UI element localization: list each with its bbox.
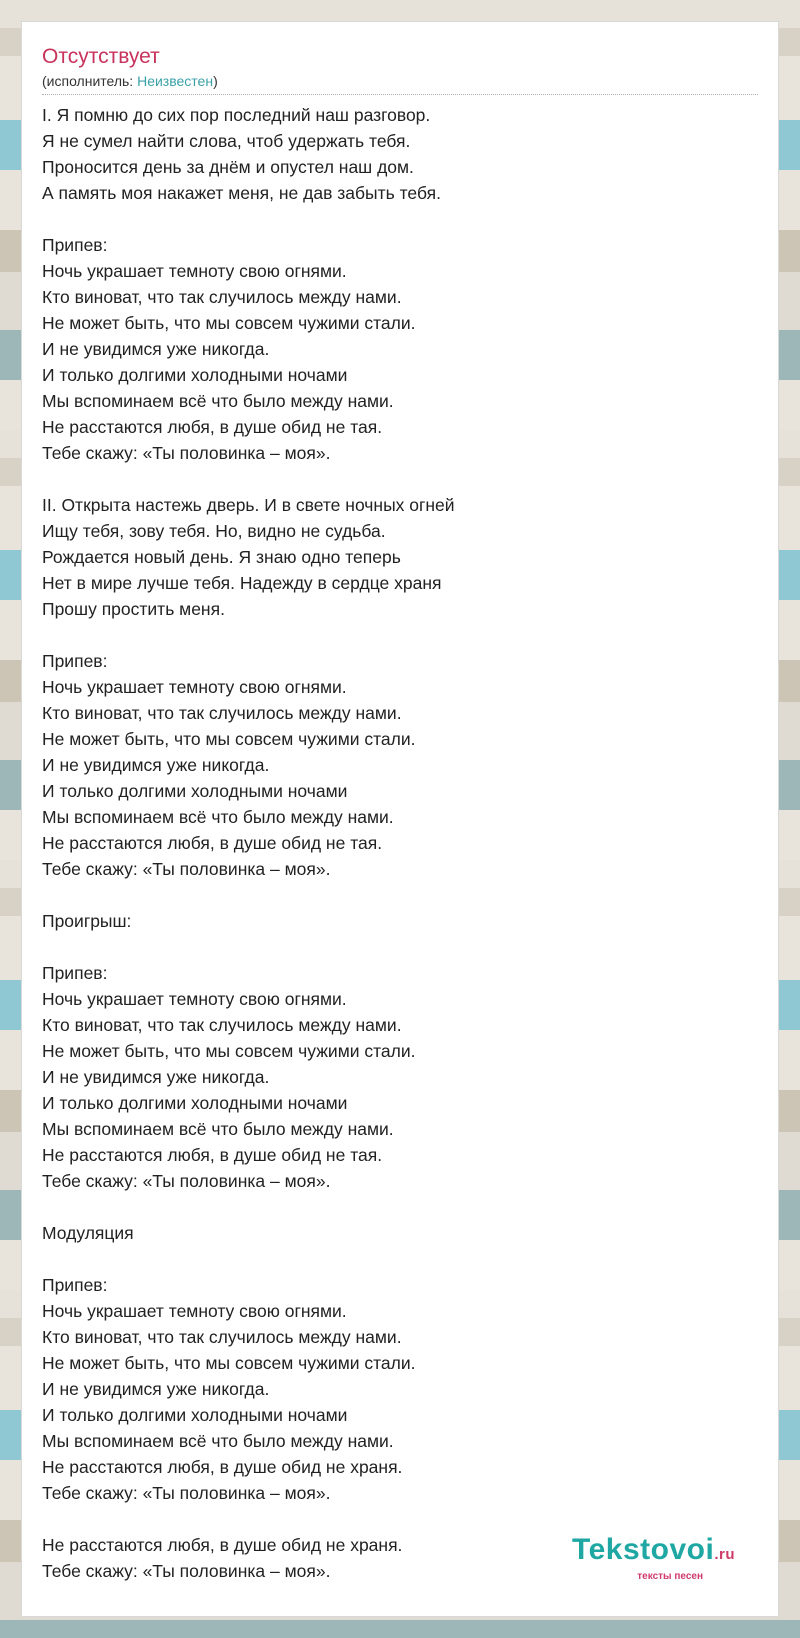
site-logo[interactable] — [572, 1534, 735, 1582]
lyrics-line: Не может быть, что мы совсем чужими стали. — [42, 1353, 416, 1373]
lyrics-line: Тебе скажу: «Ты половинка – моя». — [42, 443, 331, 463]
lyrics-line: Прошу простить меня. — [42, 599, 225, 619]
lyrics-line: Не может быть, что мы совсем чужими стали. — [42, 729, 416, 749]
lyrics-line: Мы вспоминаем всё что было между нами. — [42, 1119, 394, 1139]
lyrics-line: II. Открыта настежь дверь. И в свете ночных огней — [42, 495, 455, 515]
artist-line — [42, 72, 218, 90]
lyrics-line: Припев: — [42, 963, 108, 983]
lyrics-line: Припев: — [42, 1275, 108, 1295]
lyrics-blank-line — [42, 622, 762, 648]
lyrics-line: Мы вспоминаем всё что было между нами. — [42, 807, 394, 827]
lyrics-line: Не может быть, что мы совсем чужими стали. — [42, 313, 416, 333]
artist-prefix: (исполнитель: — [42, 73, 138, 89]
lyrics-line: И только долгими холодными ночами — [42, 365, 348, 385]
lyrics-line: А память моя накажет меня, не дав забыть тебя. — [42, 183, 441, 203]
lyrics-line: Не расстаются любя, в душе обид не храня. — [42, 1535, 403, 1555]
lyrics-line: Не может быть, что мы совсем чужими стали. — [42, 1041, 416, 1061]
lyrics-blank-line — [42, 1246, 762, 1272]
lyrics-line: Мы вспоминаем всё что было между нами. — [42, 1431, 394, 1451]
lyrics-line: И не увидимся уже никогда. — [42, 1067, 270, 1087]
lyrics-line: Кто виноват, что так случилось между нами. — [42, 1015, 402, 1035]
lyrics-line: Не расстаются любя, в душе обид не тая. — [42, 417, 383, 437]
lyrics-line: Ночь украшает темноту свою огнями. — [42, 677, 347, 697]
logo-name: Tekstovoi — [572, 1533, 715, 1566]
lyrics-line: Нет в мире лучше тебя. Надежду в сердце храня — [42, 573, 442, 593]
lyrics-line: Тебе скажу: «Ты половинка – моя». — [42, 1561, 331, 1581]
lyrics-line: Ищу тебя, зову тебя. Но, видно не судьба. — [42, 521, 386, 541]
lyrics-line: Тебе скажу: «Ты половинка – моя». — [42, 1171, 331, 1191]
lyrics-line: Проигрыш: — [42, 911, 132, 931]
artist-link[interactable]: Неизвестен — [137, 73, 214, 89]
artist-suffix: ) — [213, 73, 218, 89]
lyrics-blank-line — [42, 1194, 762, 1220]
lyrics-line: Мы вспоминаем всё что было между нами. — [42, 391, 394, 411]
lyrics-line: Тебе скажу: «Ты половинка – моя». — [42, 859, 331, 879]
lyrics-line: Я не сумел найти слова, чтоб удержать тебя. — [42, 131, 411, 151]
lyrics-blank-line — [42, 1506, 762, 1532]
lyrics-blank-line — [42, 882, 762, 908]
lyrics-line: Модуляция — [42, 1223, 134, 1243]
lyrics-line: Не расстаются любя, в душе обид не тая. — [42, 1145, 383, 1165]
lyrics-line: Ночь украшает темноту свою огнями. — [42, 989, 347, 1009]
lyrics-line: I. Я помню до сих пор последний наш разговор. — [42, 105, 431, 125]
lyrics-line: Не расстаются любя, в душе обид не тая. — [42, 833, 383, 853]
lyrics-body — [42, 102, 762, 1584]
lyrics-line: Ночь украшает темноту свою огнями. — [42, 1301, 347, 1321]
lyrics-line: И только долгими холодными ночами — [42, 781, 348, 801]
logo-tagline: тексты песен — [637, 1571, 703, 1582]
lyrics-line: Кто виноват, что так случилось между нами. — [42, 287, 402, 307]
lyrics-line: Тебе скажу: «Ты половинка – моя». — [42, 1483, 331, 1503]
lyrics-line: Припев: — [42, 235, 108, 255]
logo-tld: .ru — [714, 1546, 735, 1563]
song-title: Отсутствует — [42, 45, 160, 68]
lyrics-card — [21, 21, 779, 1617]
lyrics-line: И не увидимся уже никогда. — [42, 1379, 270, 1399]
lyrics-line: И только долгими холодными ночами — [42, 1405, 348, 1425]
lyrics-line: Кто виноват, что так случилось между нами. — [42, 1327, 402, 1347]
title-divider — [42, 94, 758, 95]
lyrics-line: И не увидимся уже никогда. — [42, 755, 270, 775]
lyrics-line: Кто виноват, что так случилось между нами. — [42, 703, 402, 723]
lyrics-line: Рождается новый день. Я знаю одно теперь — [42, 547, 401, 567]
lyrics-line: И не увидимся уже никогда. — [42, 339, 270, 359]
lyrics-line: И только долгими холодными ночами — [42, 1093, 348, 1113]
lyrics-line: Ночь украшает темноту свою огнями. — [42, 261, 347, 281]
lyrics-blank-line — [42, 934, 762, 960]
lyrics-line: Не расстаются любя, в душе обид не храня. — [42, 1457, 403, 1477]
lyrics-blank-line — [42, 466, 762, 492]
lyrics-line: Припев: — [42, 651, 108, 671]
lyrics-line: Проносится день за днём и опустел наш дом. — [42, 157, 414, 177]
lyrics-blank-line — [42, 206, 762, 232]
